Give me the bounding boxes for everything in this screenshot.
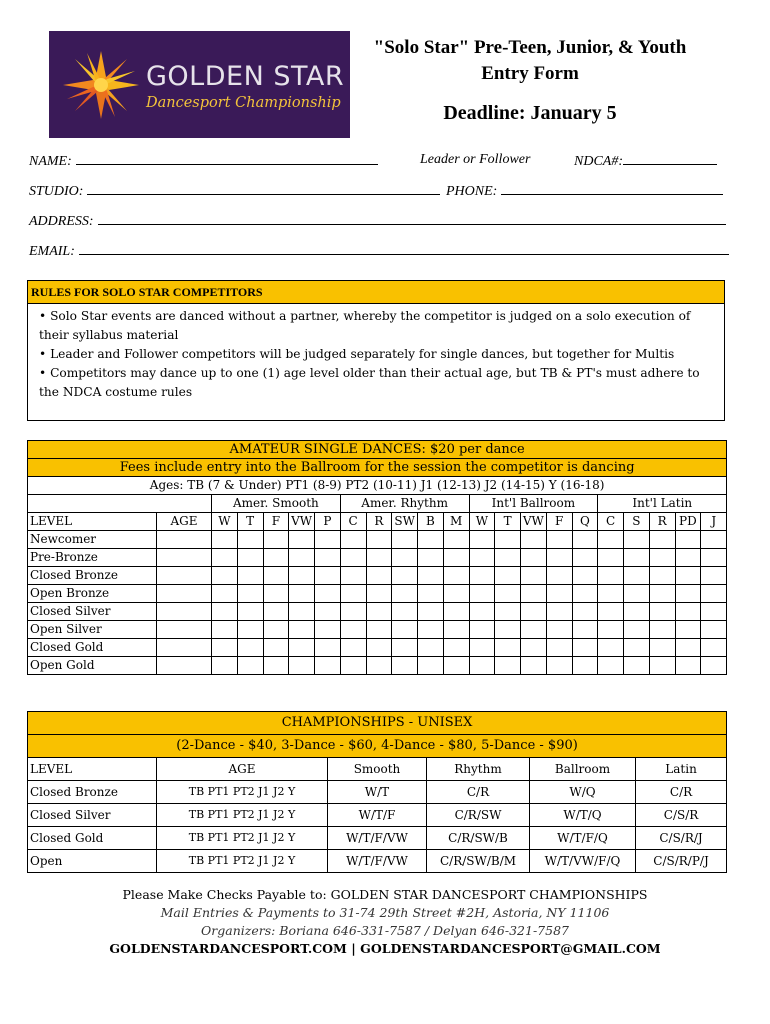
group-amer-smooth: Amer. Smooth	[212, 495, 341, 513]
dance-entry-cell[interactable]	[263, 603, 289, 621]
champ-latin-cell[interactable]: C/S/R/J	[636, 827, 727, 850]
dance-entry-cell[interactable]	[521, 531, 547, 549]
dance-header: PD	[675, 513, 701, 531]
dance-entry-cell[interactable]	[212, 657, 238, 675]
dance-entry-cell[interactable]	[469, 585, 495, 603]
championships-table	[27, 711, 727, 873]
dance-entry-cell[interactable]	[675, 603, 701, 621]
dance-entry-cell[interactable]	[443, 639, 469, 657]
dance-entry-cell[interactable]	[598, 531, 624, 549]
champ-latin-cell[interactable]: C/S/R/P/J	[636, 850, 727, 873]
dance-entry-cell[interactable]	[546, 621, 572, 639]
single-dances-table	[27, 440, 727, 675]
phone-field[interactable]	[446, 182, 723, 200]
table-row	[28, 621, 727, 639]
dance-header: R	[649, 513, 675, 531]
table-row	[28, 850, 727, 873]
dance-header: B	[418, 513, 444, 531]
group-intl-latin: Int'l Latin	[598, 495, 727, 513]
dance-entry-cell[interactable]	[521, 567, 547, 585]
dance-header: VW	[521, 513, 547, 531]
dance-entry-cell[interactable]	[418, 567, 444, 585]
dance-entry-cell[interactable]	[572, 549, 598, 567]
dance-entry-cell[interactable]	[598, 549, 624, 567]
dance-entry-cell[interactable]	[443, 549, 469, 567]
champ-smooth-cell[interactable]: W/T/F	[328, 804, 427, 827]
dance-entry-cell[interactable]	[521, 549, 547, 567]
age-cell[interactable]	[157, 585, 212, 603]
table-row	[28, 549, 727, 567]
champ-ballroom-cell[interactable]: W/Q	[530, 781, 636, 804]
rule-item: • Competitors may dance up to one (1) age level older than their actual age, but TB & PT's must adhere to the NDCA costume rules	[39, 366, 700, 399]
dance-entry-cell[interactable]	[495, 585, 521, 603]
dance-header: VW	[289, 513, 315, 531]
champ-latin-header: Latin	[636, 758, 727, 781]
dance-entry-cell[interactable]	[675, 549, 701, 567]
championships-fees: (2-Dance - $40, 3-Dance - $60, 4-Dance - $80, 5-Dance - $90)	[28, 735, 727, 758]
table-row	[28, 639, 727, 657]
age-cell[interactable]	[157, 531, 212, 549]
level-label: Closed Gold	[28, 639, 157, 657]
address-label: ADDRESS:	[29, 214, 94, 229]
dance-header: F	[263, 513, 289, 531]
dance-header: J	[701, 513, 727, 531]
dance-entry-cell[interactable]	[624, 639, 650, 657]
form-title: "Solo Star" Pre-Teen, Junior, & Youth Entry Form	[373, 37, 687, 84]
group-intl-ballroom: Int'l Ballroom	[469, 495, 598, 513]
dance-entry-cell[interactable]	[546, 567, 572, 585]
dance-entry-cell[interactable]	[701, 585, 727, 603]
dance-entry-cell[interactable]	[701, 531, 727, 549]
dance-entry-cell[interactable]	[469, 603, 495, 621]
dance-entry-cell[interactable]	[392, 621, 418, 639]
dance-entry-cell[interactable]	[392, 639, 418, 657]
dance-entry-cell[interactable]	[675, 585, 701, 603]
dance-entry-cell[interactable]	[649, 549, 675, 567]
dance-entry-cell[interactable]	[289, 567, 315, 585]
dance-entry-cell[interactable]	[546, 531, 572, 549]
dance-entry-cell[interactable]	[675, 531, 701, 549]
dance-entry-cell[interactable]	[263, 639, 289, 657]
dance-entry-cell[interactable]	[521, 621, 547, 639]
dance-entry-cell[interactable]	[237, 531, 263, 549]
dance-entry-cell[interactable]	[212, 585, 238, 603]
dance-header: S	[624, 513, 650, 531]
champ-latin-cell[interactable]: C/S/R	[636, 804, 727, 827]
level-label: Pre-Bronze	[28, 549, 157, 567]
dance-entry-cell[interactable]	[469, 549, 495, 567]
dance-entry-cell[interactable]	[289, 531, 315, 549]
dance-header: R	[366, 513, 392, 531]
level-label: Newcomer	[28, 531, 157, 549]
group-amer-rhythm: Amer. Rhythm	[340, 495, 469, 513]
dance-entry-cell[interactable]	[495, 621, 521, 639]
dance-entry-cell[interactable]	[315, 657, 341, 675]
dance-entry-cell[interactable]	[237, 639, 263, 657]
champ-age-header: AGE	[157, 758, 328, 781]
dance-header: T	[495, 513, 521, 531]
singles-subheading: Fees include entry into the Ballroom for the session the competitor is dancing	[28, 459, 727, 477]
dance-entry-cell[interactable]	[572, 657, 598, 675]
dance-entry-cell[interactable]	[263, 585, 289, 603]
dance-entry-cell[interactable]	[315, 639, 341, 657]
dance-entry-cell[interactable]	[521, 603, 547, 621]
dance-entry-cell[interactable]	[495, 531, 521, 549]
dance-entry-cell[interactable]	[469, 531, 495, 549]
logo-subtitle: Dancesport Championship	[146, 95, 341, 111]
dance-entry-cell[interactable]	[649, 567, 675, 585]
dance-entry-cell[interactable]	[521, 585, 547, 603]
dance-entry-cell[interactable]	[212, 567, 238, 585]
dance-header: M	[443, 513, 469, 531]
dance-entry-cell[interactable]	[572, 639, 598, 657]
dance-entry-cell[interactable]	[701, 621, 727, 639]
dance-entry-cell[interactable]	[237, 567, 263, 585]
dance-entry-cell[interactable]	[212, 549, 238, 567]
dance-entry-cell[interactable]	[418, 603, 444, 621]
dance-entry-cell[interactable]	[572, 585, 598, 603]
age-cell[interactable]	[157, 567, 212, 585]
dance-entry-cell[interactable]	[392, 567, 418, 585]
dance-entry-cell[interactable]	[624, 585, 650, 603]
level-label: Closed Bronze	[28, 567, 157, 585]
dance-entry-cell[interactable]	[649, 639, 675, 657]
phone-label: PHONE:	[446, 184, 498, 199]
dance-entry-cell[interactable]	[546, 657, 572, 675]
champ-rhythm-cell[interactable]: C/R/SW/B	[427, 827, 530, 850]
dance-entry-cell[interactable]	[392, 549, 418, 567]
dance-header: F	[546, 513, 572, 531]
dance-entry-cell[interactable]	[469, 639, 495, 657]
dance-entry-cell[interactable]	[469, 621, 495, 639]
contact-links[interactable]: GOLDENSTARDANCESPORT.COM | GOLDENSTARDANCESPORT@GMAIL.COM	[109, 941, 661, 956]
dance-entry-cell[interactable]	[315, 603, 341, 621]
table-row	[28, 827, 727, 850]
champ-age-cell[interactable]: TB PT1 PT2 J1 J2 Y	[157, 781, 328, 804]
champ-smooth-cell[interactable]: W/T	[328, 781, 427, 804]
dance-entry-cell[interactable]	[366, 531, 392, 549]
dance-entry-cell[interactable]	[546, 603, 572, 621]
champ-age-cell[interactable]: TB PT1 PT2 J1 J2 Y	[157, 827, 328, 850]
email-field[interactable]	[29, 242, 729, 260]
dance-entry-cell[interactable]	[624, 531, 650, 549]
dance-entry-cell[interactable]	[212, 531, 238, 549]
dance-entry-cell[interactable]	[649, 621, 675, 639]
dance-entry-cell[interactable]	[624, 603, 650, 621]
table-row	[28, 585, 727, 603]
dance-entry-cell[interactable]	[495, 567, 521, 585]
age-header: AGE	[157, 513, 212, 531]
champ-smooth-header: Smooth	[328, 758, 427, 781]
dance-entry-cell[interactable]	[315, 549, 341, 567]
dance-entry-cell[interactable]	[598, 639, 624, 657]
dance-entry-cell[interactable]	[289, 639, 315, 657]
champ-rhythm-cell[interactable]: C/R	[427, 781, 530, 804]
champ-ballroom-header: Ballroom	[530, 758, 636, 781]
dance-entry-cell[interactable]	[443, 657, 469, 675]
dance-entry-cell[interactable]	[366, 603, 392, 621]
star-burst-icon	[61, 45, 145, 125]
dance-entry-cell[interactable]	[443, 603, 469, 621]
dance-entry-cell[interactable]	[572, 567, 598, 585]
dance-entry-cell[interactable]	[392, 585, 418, 603]
table-row	[28, 804, 727, 827]
dance-entry-cell[interactable]	[443, 621, 469, 639]
dance-entry-cell[interactable]	[366, 621, 392, 639]
dance-entry-cell[interactable]	[546, 549, 572, 567]
dance-entry-cell[interactable]	[237, 621, 263, 639]
champ-ballroom-cell[interactable]: W/T/F/Q	[530, 827, 636, 850]
level-label: Open Gold	[28, 657, 157, 675]
dance-entry-cell[interactable]	[572, 531, 598, 549]
dance-entry-cell[interactable]	[340, 603, 366, 621]
dance-entry-cell[interactable]	[366, 549, 392, 567]
dance-entry-cell[interactable]	[392, 531, 418, 549]
champ-ballroom-cell[interactable]: W/T/Q	[530, 804, 636, 827]
dance-entry-cell[interactable]	[495, 639, 521, 657]
rules-box	[27, 280, 725, 421]
dance-entry-cell[interactable]	[212, 603, 238, 621]
dance-entry-cell[interactable]	[315, 585, 341, 603]
dance-header: C	[598, 513, 624, 531]
dance-entry-cell[interactable]	[572, 621, 598, 639]
table-row	[28, 567, 727, 585]
dance-entry-cell[interactable]	[237, 603, 263, 621]
footer	[0, 886, 770, 958]
dance-entry-cell[interactable]	[237, 549, 263, 567]
dance-entry-cell[interactable]	[315, 531, 341, 549]
dance-entry-cell[interactable]	[624, 567, 650, 585]
championships-heading: CHAMPIONSHIPS - UNISEX	[28, 712, 727, 735]
name-label: NAME:	[29, 154, 72, 169]
dance-entry-cell[interactable]	[598, 585, 624, 603]
dance-entry-cell[interactable]	[366, 567, 392, 585]
dance-entry-cell[interactable]	[546, 639, 572, 657]
studio-field[interactable]	[29, 182, 440, 200]
dance-entry-cell[interactable]	[315, 567, 341, 585]
dance-header: SW	[392, 513, 418, 531]
dance-entry-cell[interactable]	[598, 603, 624, 621]
dance-entry-cell[interactable]	[366, 639, 392, 657]
dance-entry-cell[interactable]	[649, 585, 675, 603]
dance-entry-cell[interactable]	[649, 531, 675, 549]
dance-entry-cell[interactable]	[418, 657, 444, 675]
dance-entry-cell[interactable]	[701, 657, 727, 675]
ndca-label: NDCA#:	[574, 154, 623, 169]
dance-header: W	[212, 513, 238, 531]
dance-entry-cell[interactable]	[340, 639, 366, 657]
dance-entry-cell[interactable]	[340, 531, 366, 549]
dance-entry-cell[interactable]	[675, 639, 701, 657]
dance-entry-cell[interactable]	[340, 585, 366, 603]
dance-entry-cell[interactable]	[675, 567, 701, 585]
dance-entry-cell[interactable]	[598, 657, 624, 675]
leader-follower-label[interactable]: Leader or Follower	[420, 152, 531, 167]
champ-ballroom-cell[interactable]: W/T/VW/F/Q	[530, 850, 636, 873]
dance-entry-cell[interactable]	[237, 585, 263, 603]
dance-entry-cell[interactable]	[418, 621, 444, 639]
dance-entry-cell[interactable]	[443, 585, 469, 603]
mail-address: Mail Entries & Payments to 31-74 29th Street #2H, Astoria, NY 11106	[160, 905, 610, 920]
dance-entry-cell[interactable]	[212, 639, 238, 657]
champ-rhythm-cell[interactable]: C/R/SW	[427, 804, 530, 827]
dance-entry-cell[interactable]	[701, 603, 727, 621]
champ-level-cell: Closed Bronze	[28, 781, 157, 804]
dance-entry-cell[interactable]	[289, 585, 315, 603]
dance-entry-cell[interactable]	[495, 603, 521, 621]
dance-entry-cell[interactable]	[418, 639, 444, 657]
dance-entry-cell[interactable]	[469, 657, 495, 675]
level-label: Open Silver	[28, 621, 157, 639]
dance-entry-cell[interactable]	[649, 657, 675, 675]
dance-entry-cell[interactable]	[469, 567, 495, 585]
dance-entry-cell[interactable]	[495, 549, 521, 567]
dance-entry-cell[interactable]	[443, 567, 469, 585]
dance-header: Q	[572, 513, 598, 531]
logo	[49, 31, 350, 138]
ages-row: Ages: TB (7 & Under) PT1 (8-9) PT2 (10-11) J1 (12-13) J2 (14-15) Y (16-18)	[28, 477, 727, 495]
dance-entry-cell[interactable]	[263, 549, 289, 567]
dance-entry-cell[interactable]	[624, 621, 650, 639]
dance-entry-cell[interactable]	[675, 657, 701, 675]
dance-entry-cell[interactable]	[521, 639, 547, 657]
dance-entry-cell[interactable]	[340, 549, 366, 567]
dance-header: T	[237, 513, 263, 531]
table-row	[28, 657, 727, 675]
champ-level-cell: Closed Silver	[28, 804, 157, 827]
dance-entry-cell[interactable]	[289, 657, 315, 675]
dance-entry-cell[interactable]	[598, 621, 624, 639]
champ-level-header: LEVEL	[28, 758, 157, 781]
dance-entry-cell[interactable]	[340, 567, 366, 585]
dance-entry-cell[interactable]	[289, 621, 315, 639]
checks-payable: Please Make Checks Payable to: GOLDEN STAR DANCESPORT CHAMPIONSHIPS	[122, 887, 648, 902]
dance-header: W	[469, 513, 495, 531]
dance-entry-cell[interactable]	[521, 657, 547, 675]
dance-entry-cell[interactable]	[701, 567, 727, 585]
rules-heading: RULES FOR SOLO STAR COMPETITORS	[28, 281, 724, 304]
champ-smooth-cell[interactable]: W/T/F/VW	[328, 827, 427, 850]
rule-item: • Leader and Follower competitors will be judged separately for single dances, but together for Multis	[39, 347, 675, 361]
champ-age-cell[interactable]: TB PT1 PT2 J1 J2 Y	[157, 804, 328, 827]
organizers: Organizers: Boriana 646-331-7587 / Delyan 646-321-7587	[201, 923, 569, 938]
age-cell[interactable]	[157, 621, 212, 639]
studio-label: STUDIO:	[29, 184, 84, 199]
dance-entry-cell[interactable]	[598, 567, 624, 585]
dance-entry-cell[interactable]	[263, 621, 289, 639]
dance-entry-cell[interactable]	[392, 603, 418, 621]
singles-heading: AMATEUR SINGLE DANCES: $20 per dance	[28, 441, 727, 459]
name-field[interactable]	[29, 152, 378, 170]
dance-entry-cell[interactable]	[315, 621, 341, 639]
champ-age-cell[interactable]: TB PT1 PT2 J1 J2 Y	[157, 850, 328, 873]
dance-entry-cell[interactable]	[624, 549, 650, 567]
champ-smooth-cell[interactable]: W/T/F/VW	[328, 850, 427, 873]
ndca-field[interactable]	[574, 152, 717, 170]
table-row	[28, 781, 727, 804]
dance-entry-cell[interactable]	[418, 549, 444, 567]
dance-entry-cell[interactable]	[340, 621, 366, 639]
address-field[interactable]	[29, 212, 726, 230]
dance-entry-cell[interactable]	[443, 531, 469, 549]
blank-cell	[28, 495, 212, 513]
dance-entry-cell[interactable]	[366, 657, 392, 675]
age-cell[interactable]	[157, 639, 212, 657]
dance-entry-cell[interactable]	[649, 603, 675, 621]
dance-entry-cell[interactable]	[675, 621, 701, 639]
dance-entry-cell[interactable]	[263, 531, 289, 549]
dance-entry-cell[interactable]	[263, 657, 289, 675]
dance-entry-cell[interactable]	[212, 621, 238, 639]
dance-entry-cell[interactable]	[572, 603, 598, 621]
dance-entry-cell[interactable]	[701, 639, 727, 657]
dance-header: P	[315, 513, 341, 531]
logo-name: GOLDEN STAR	[146, 61, 345, 92]
level-label: Open Bronze	[28, 585, 157, 603]
dance-entry-cell[interactable]	[366, 585, 392, 603]
email-label: EMAIL:	[29, 244, 75, 259]
age-cell[interactable]	[157, 549, 212, 567]
age-cell[interactable]	[157, 657, 212, 675]
dance-entry-cell[interactable]	[340, 657, 366, 675]
dance-entry-cell[interactable]	[289, 603, 315, 621]
dance-entry-cell[interactable]	[392, 657, 418, 675]
champ-rhythm-cell[interactable]: C/R/SW/B/M	[427, 850, 530, 873]
level-label: Closed Silver	[28, 603, 157, 621]
table-row	[28, 603, 727, 621]
dance-entry-cell[interactable]	[418, 531, 444, 549]
age-cell[interactable]	[157, 603, 212, 621]
dance-entry-cell[interactable]	[701, 549, 727, 567]
dance-header: C	[340, 513, 366, 531]
level-header: LEVEL	[28, 513, 157, 531]
deadline: Deadline: January 5	[443, 102, 617, 124]
champ-level-cell: Open	[28, 850, 157, 873]
dance-entry-cell[interactable]	[418, 585, 444, 603]
dance-entry-cell[interactable]	[237, 657, 263, 675]
dance-entry-cell[interactable]	[263, 567, 289, 585]
dance-entry-cell[interactable]	[546, 585, 572, 603]
champ-level-cell: Closed Gold	[28, 827, 157, 850]
dance-entry-cell[interactable]	[289, 549, 315, 567]
champ-latin-cell[interactable]: C/R	[636, 781, 727, 804]
champ-rhythm-header: Rhythm	[427, 758, 530, 781]
rule-item: • Solo Star events are danced without a partner, whereby the competitor is judged on a solo execution of their syllabus material	[39, 309, 691, 342]
dance-entry-cell[interactable]	[624, 657, 650, 675]
table-row	[28, 531, 727, 549]
dance-entry-cell[interactable]	[495, 657, 521, 675]
